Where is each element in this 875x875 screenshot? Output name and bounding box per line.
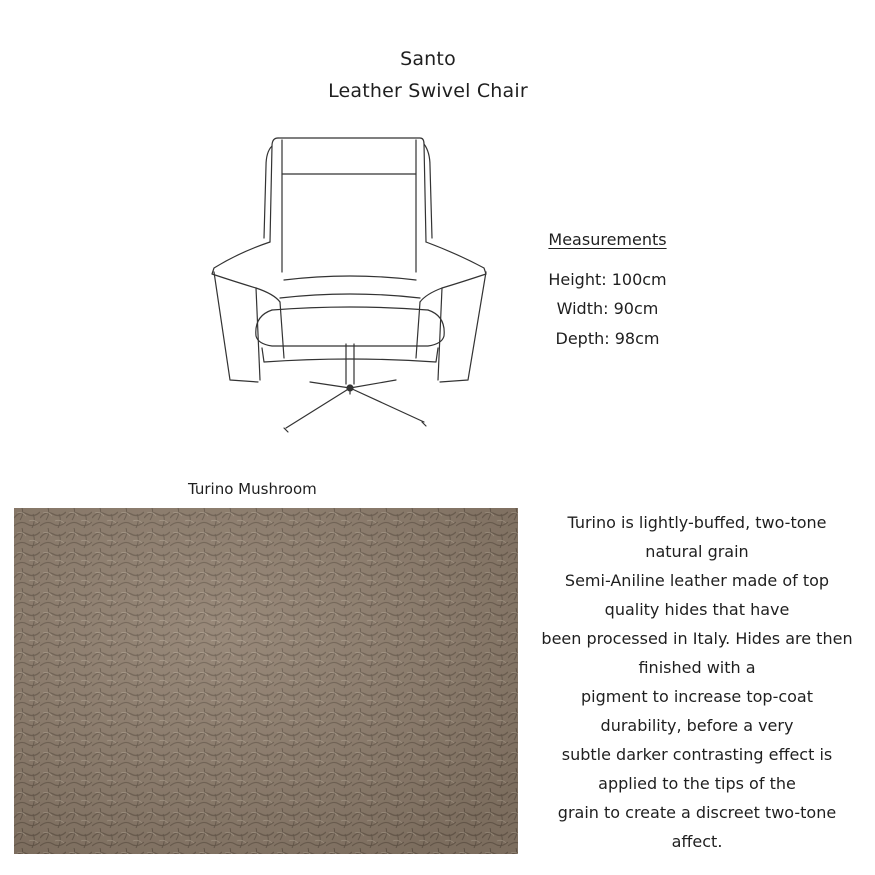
description-line: pigment to increase top-coat [580, 687, 813, 706]
description-line: been processed in Italy. Hides are then [541, 629, 853, 648]
measurements-heading: Measurements [548, 230, 667, 249]
description-line: applied to the tips of the [598, 774, 796, 793]
description-line: subtle darker contrasting effect is [561, 745, 833, 764]
description-line: Semi-Aniline leather made of top [564, 571, 830, 590]
measurement-height: Height: 100cm [548, 270, 667, 289]
description-line: affect. [671, 832, 723, 851]
product-subtitle: Leather Swivel Chair [328, 80, 528, 102]
description-line: natural grain [645, 542, 749, 561]
product-title: Santo [400, 48, 456, 70]
description-line: durability, before a very [600, 716, 794, 735]
description-line: quality hides that have [604, 600, 790, 619]
description-line: Turino is lightly-buffed, two-tone [567, 513, 827, 532]
description-line: finished with a [638, 658, 756, 677]
description-line: grain to create a discreet two-tone [557, 803, 837, 822]
leather-swatch-image [14, 508, 518, 854]
leather-description [527, 508, 867, 856]
swivel-chair-drawing [200, 122, 500, 440]
swatch-label: Turino Mushroom [188, 480, 317, 498]
measurement-width: Width: 90cm [556, 299, 659, 318]
measurement-depth: Depth: 98cm [555, 329, 660, 348]
